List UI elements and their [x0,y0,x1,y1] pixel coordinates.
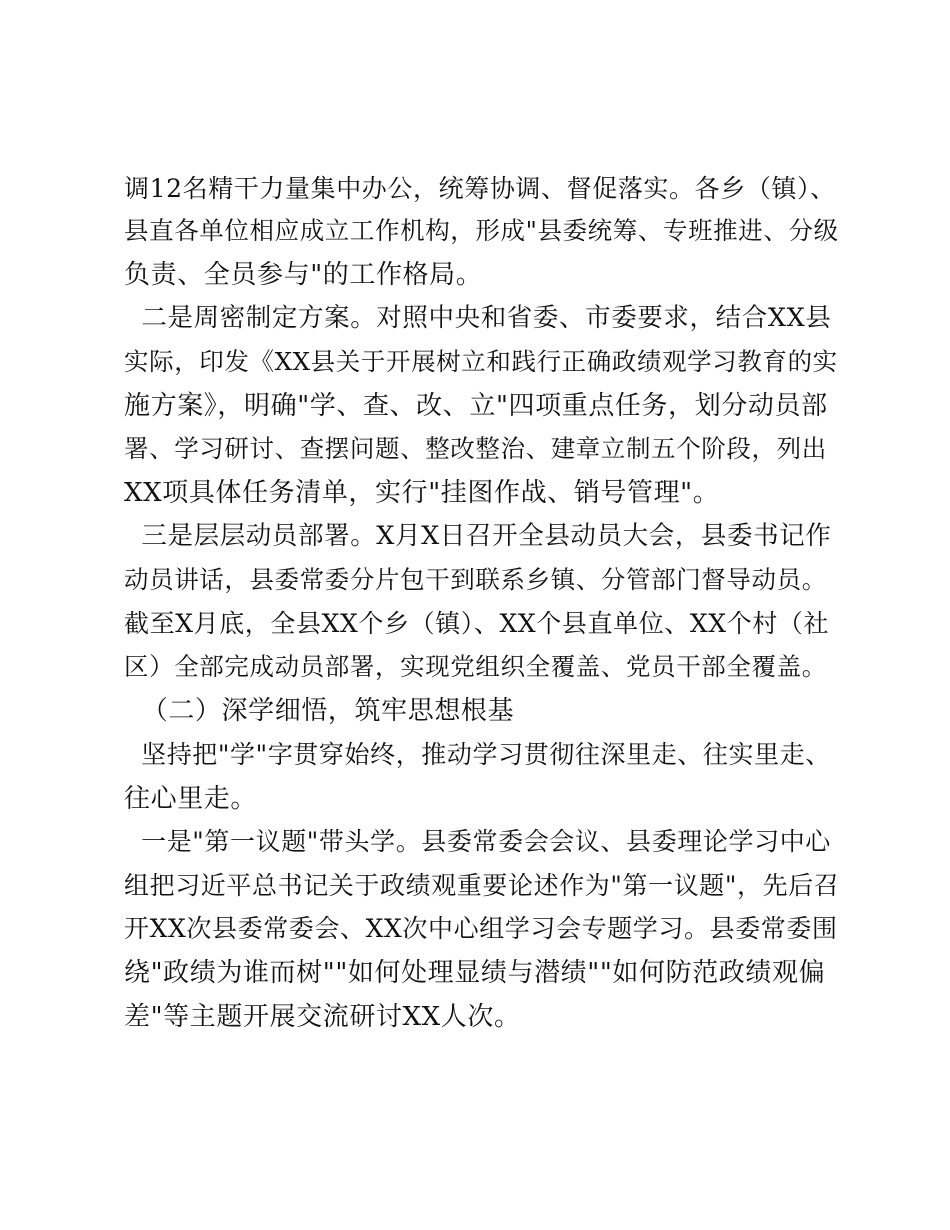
body-line: 动员讲话，县委常委分片包干到联系乡镇、分管部门督导动员。 [124,565,827,594]
body-line: 县直各单位相应成立工作机构，形成"县委统筹、专班推进、分级 [124,216,839,245]
body-line: 三是层层动员部署。X月X日召开全县动员大会，县委书记作 [124,521,832,551]
body-line: 负责、全员参与"的工作格局。 [124,260,483,290]
body-line: 一是"第一议题"带头学。县委常委会会议、县委理论学习中心 [124,827,831,856]
body-line: 开XX次县委常委会、XX次中心组学习会专题学习。县委常委围 [124,914,838,943]
body-line: 差"等主题开展交流研讨XX人次。 [124,1002,521,1032]
section-heading: （二）深学细悟，筑牢思想根基 [124,696,515,726]
body-line: 绕"政绩为谁而树""如何处理显绩与潜绩""如何防范政绩观偏 [124,958,826,988]
body-line: 署、学习研讨、查摆问题、整改整治、建章立制五个阶段，列出 [124,434,827,463]
body-line: 组把习近平总书记关于政绩观重要论述作为"第一议题"，先后召 [124,871,840,900]
body-line: 截至X月底，全县XX个乡（镇）、XX个县直单位、XX个村（社 [124,609,830,638]
body-line: 实际，印发《XX县关于开展树立和践行正确政绩观学习教育的实 [124,347,838,376]
body-line: 施方案》，明确"学、查、改、立"四项重点任务，划分动员部 [124,391,828,421]
body-line: XX项具体任务清单，实行"挂图作战、销号管理"。 [124,478,720,508]
body-line: 往心里走。 [124,784,258,814]
body-line: 坚持把"学"字贯穿始终，推动学习贯彻往深里走、往实里走、 [124,740,831,769]
body-line: 调12名精干力量集中办公，统筹协调、督促落实。各乡（镇）、 [124,174,836,203]
body-line: 二是周密制定方案。对照中央和省委、市委要求，结合XX县 [124,303,832,333]
body-line: 区）全部完成动员部署，实现党组织全覆盖、党员干部全覆盖。 [124,652,827,681]
